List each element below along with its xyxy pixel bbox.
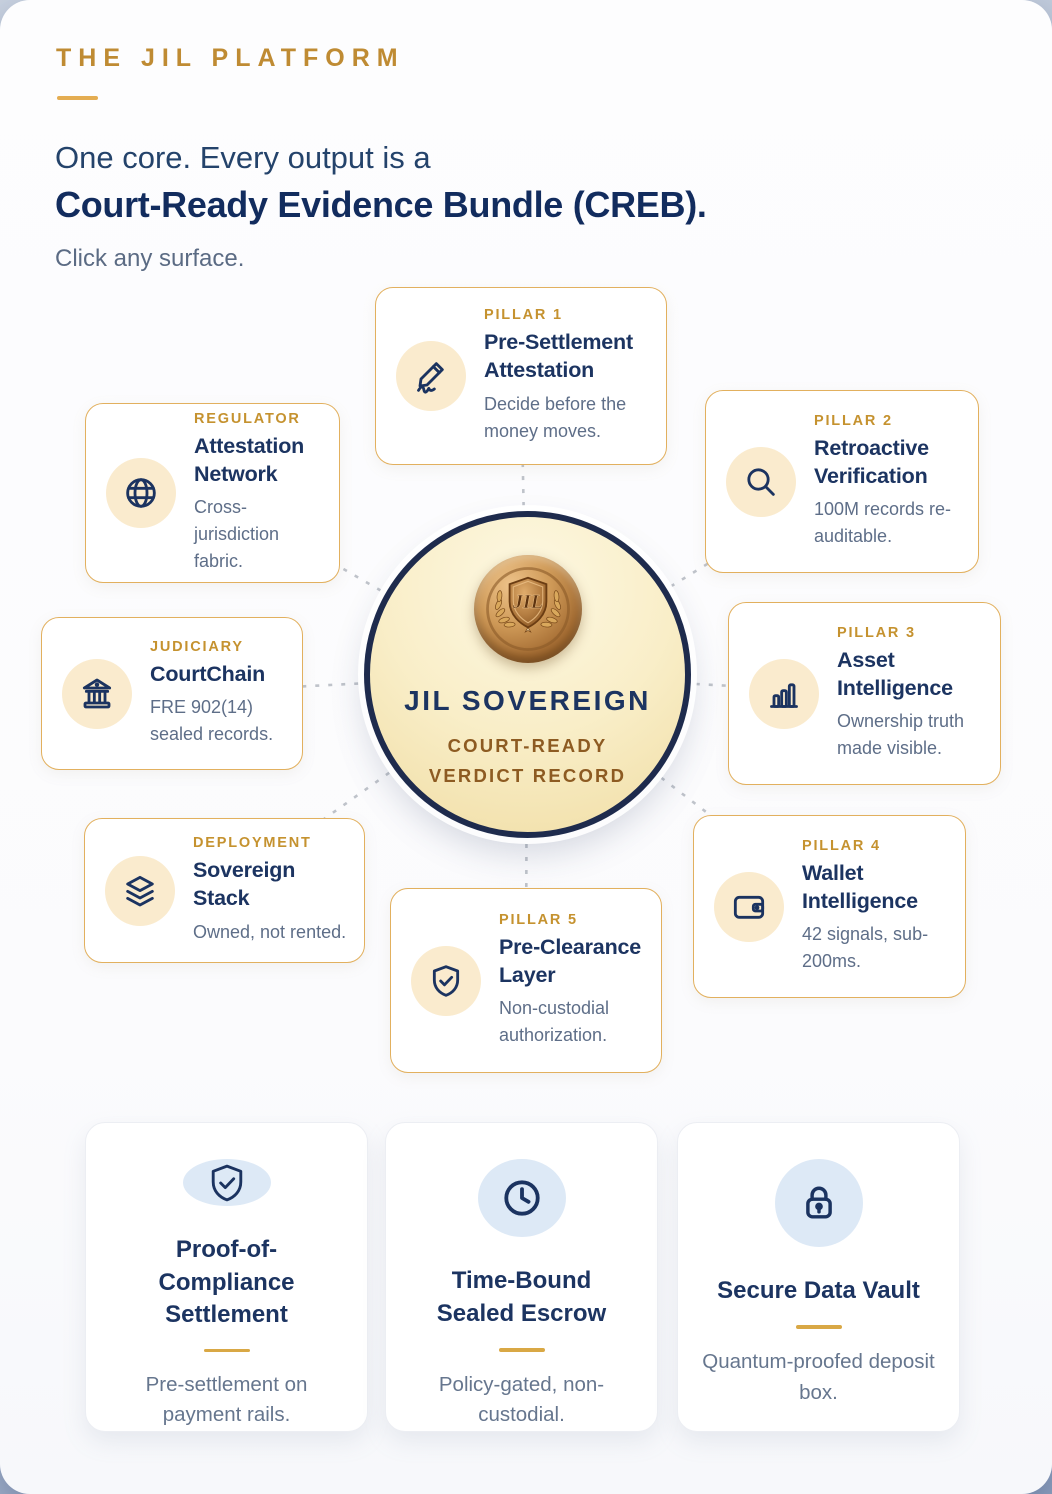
- layers-icon: [105, 856, 175, 926]
- core-name: JIL SOVEREIGN: [404, 685, 651, 716]
- wallet-icon: [714, 872, 784, 942]
- card-title: CourtChain: [150, 661, 266, 686]
- secure-data-vault-card[interactable]: [677, 1122, 960, 1432]
- card-description: FRE 902(14) sealed records.: [150, 697, 274, 745]
- card-description: Non-custodial authorization.: [499, 998, 610, 1046]
- svg-text:JIL: JIL: [512, 591, 543, 614]
- shield-check-icon: [411, 946, 481, 1016]
- globe-icon: [106, 458, 176, 528]
- card-title: Asset Intelligence: [837, 647, 953, 700]
- shield-check-icon: [183, 1159, 271, 1206]
- bottom-card-description: Pre-settlement on payment rails.: [145, 1372, 308, 1427]
- bottom-card-title: Time-Bound Sealed Escrow: [436, 1267, 607, 1327]
- card-description: 42 signals, sub-200ms.: [802, 924, 929, 972]
- pillar-3-card[interactable]: [728, 602, 1001, 785]
- bottom-card-divider: [499, 1348, 545, 1352]
- time-bound-sealed-escrow-card[interactable]: [385, 1122, 658, 1432]
- card-label: PILLAR 4: [802, 837, 881, 854]
- sovereign-medal-icon: [474, 555, 582, 663]
- judiciary-card[interactable]: [41, 617, 303, 770]
- card-description: Cross-jurisdiction fabric.: [194, 497, 280, 572]
- core-tagline: COURT-READY VERDICT RECORD: [428, 735, 627, 786]
- clock-icon: [478, 1159, 566, 1237]
- card-title: Pre-Settlement Attestation: [484, 330, 633, 382]
- bottom-card-description: Quantum-proofed deposit box.: [702, 1350, 935, 1405]
- page-subtitle: Click any surface.: [55, 245, 245, 272]
- page-title-line1: One core. Every output is a: [55, 140, 431, 175]
- card-description: 100M records re-auditable.: [814, 499, 952, 547]
- card-description: Owned, not rented.: [193, 921, 347, 942]
- lock-icon: [775, 1159, 863, 1247]
- card-label: PILLAR 3: [837, 624, 916, 641]
- card-title: Wallet Intelligence: [802, 860, 918, 913]
- pillar-5-card[interactable]: [390, 888, 662, 1073]
- jil-sovereign-core[interactable]: [364, 511, 691, 838]
- bar-chart-icon: [749, 659, 819, 729]
- card-title: Sovereign Stack: [193, 858, 296, 910]
- pillar-2-card[interactable]: [705, 390, 979, 573]
- deployment-card[interactable]: [84, 818, 365, 963]
- pillar-1-card[interactable]: [375, 287, 667, 465]
- card-title: Attestation Network: [194, 433, 305, 486]
- card-label: PILLAR 2: [814, 412, 893, 429]
- magnifier-icon: [726, 447, 796, 517]
- bottom-card-divider: [796, 1325, 842, 1329]
- card-description: Ownership truth made visible.: [837, 711, 965, 759]
- card-label: JUDICIARY: [150, 638, 244, 655]
- bottom-card-divider: [204, 1349, 250, 1351]
- card-description: Decide before the money moves.: [484, 393, 627, 441]
- card-title: Pre-Clearance Layer: [499, 934, 642, 987]
- card-label: PILLAR 1: [484, 307, 563, 324]
- courthouse-icon: [62, 659, 132, 729]
- bottom-card-description: Policy-gated, non-custodial.: [438, 1372, 605, 1427]
- section-eyebrow: THE JIL PLATFORM: [56, 44, 405, 72]
- regulator-card[interactable]: [85, 403, 340, 583]
- card-label: DEPLOYMENT: [193, 835, 312, 852]
- proof-of-compliance-settlement-card[interactable]: [85, 1122, 368, 1432]
- pillar-4-card[interactable]: [693, 815, 966, 998]
- page-title-line2: Court-Ready Evidence Bundle (CREB).: [55, 183, 707, 225]
- card-title: Retroactive Verification: [814, 435, 929, 488]
- pencil-signature-icon: [396, 341, 466, 411]
- card-label: PILLAR 5: [499, 911, 578, 928]
- bottom-card-title: Secure Data Vault: [717, 1277, 920, 1304]
- card-label: REGULATOR: [194, 410, 301, 427]
- bottom-card-title: Proof-of-Compliance Settlement: [158, 1236, 295, 1328]
